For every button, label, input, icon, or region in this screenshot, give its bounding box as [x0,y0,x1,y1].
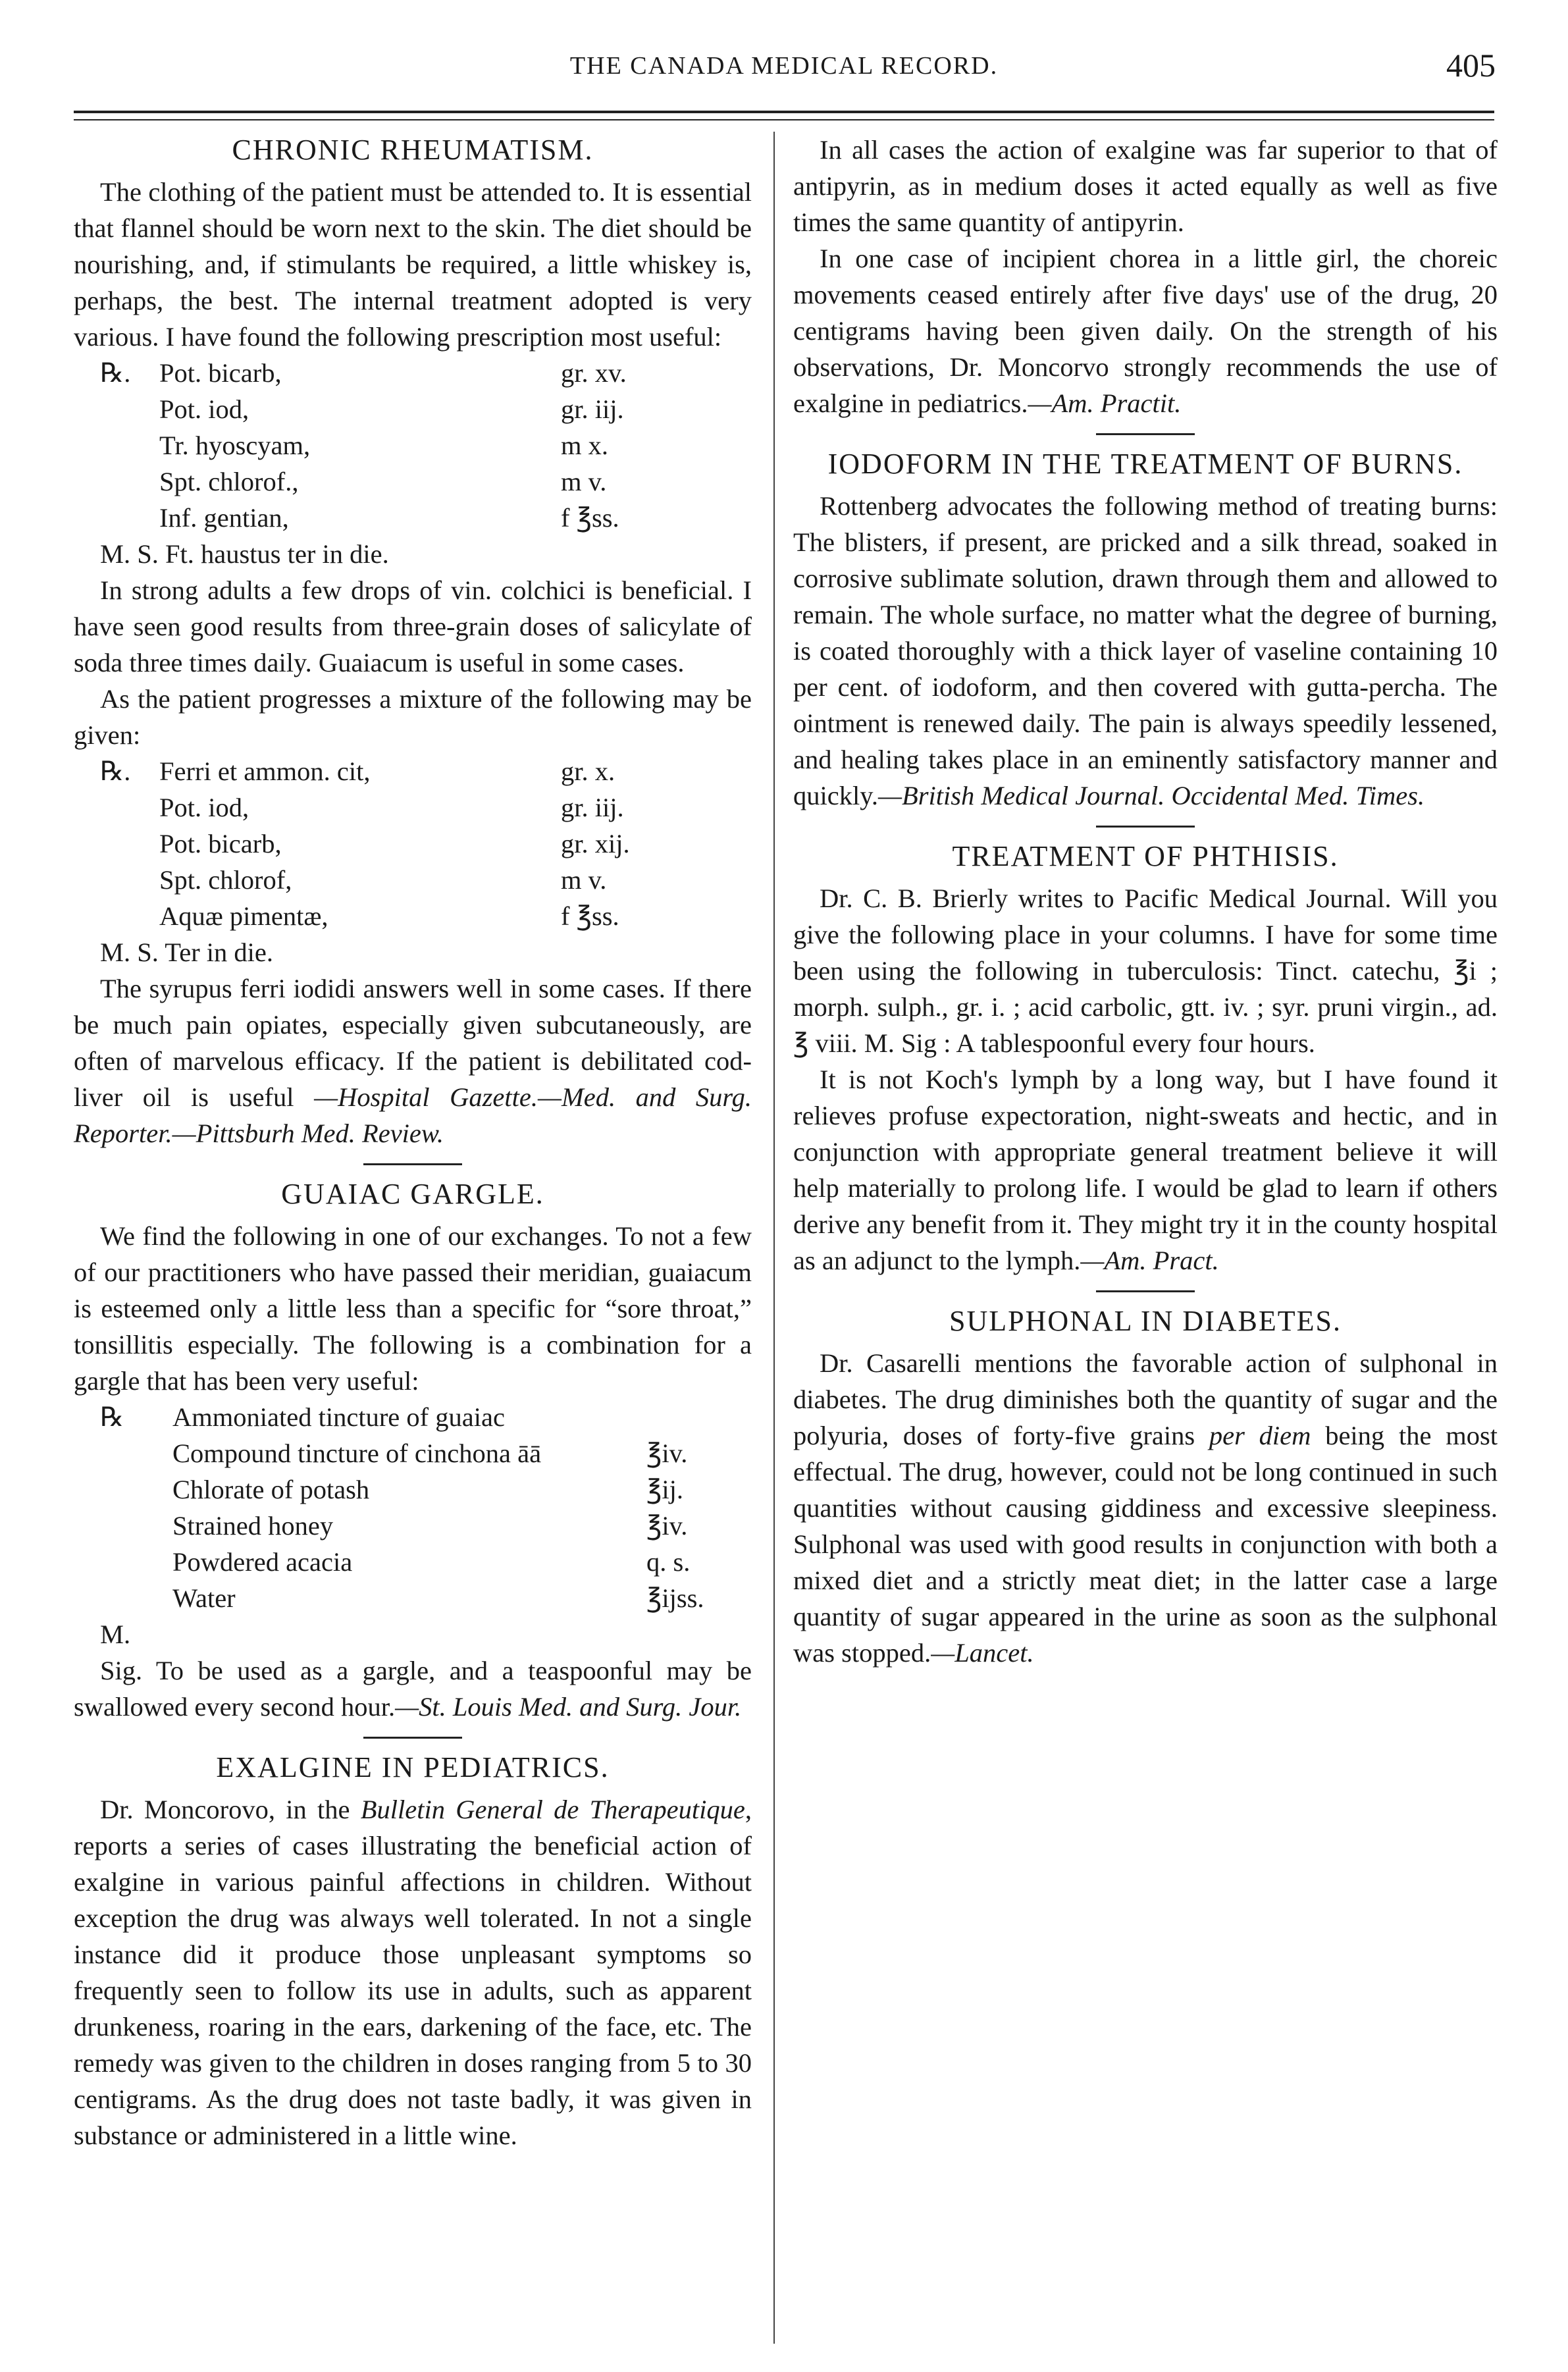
ingredient: Chlorate of potash [172,1475,370,1504]
source-citation: —Hospital Gazette.—Med. and Surg. Reporter.—Pittsburh Med. Review. [74,1082,752,1148]
article-heading: GUAIAC GARGLE. [281,1178,544,1210]
section-rule [1096,1290,1195,1292]
paragraph: As the patient progresses a mixture of the following may be given: [74,684,752,750]
paragraph [74,1791,752,2153]
section-rule [1096,433,1195,435]
paragraph-text: being the most effectual. The drug, however, could not be long continued in such quantities without causing giddiness and excessive sleepiness. Sulphonal was used with good results in conjunction with both a mixed diet and a strictly meat diet; in the latter case a large quantity of sugar appeared in the urine as soon as the sulphonal was stopped. [793,1421,1498,1668]
article-iodoform [793,446,1498,814]
ingredient: Pot. iod, [159,394,249,424]
paragraph: Dr. C. B. Brierly writes to Pacific Medical Journal. Will you give the following place in your columns. I have for some time been using the following in tuberculosis: Tinct. catechu, ℥i ; morph. sulph., gr. i. ; acid carbolic, gtt. iv. ; syr. pruni virgin., ad. ℥ viii. M. Sig : A tablespoonful every four hours. [793,883,1498,1058]
ingredient: Powdered acacia [172,1547,353,1577]
ingredient: Compound tincture of cinchona āā [172,1438,542,1468]
section-rule [363,1163,462,1165]
prescription [74,753,752,970]
dose: gr. x. [561,756,615,786]
prescription-line [74,826,752,862]
source-citation: —St. Louis Med. and Surg. Jour. [395,1692,742,1722]
paragraph: We find the following in one of our exchanges. To not a few of our practitioners who have passed their meridian, guaiacum is esteemed only a little less than a specific for “sore throat,” tonsillitis especially. The following is a combination for a gargle that has been very useful: [74,1221,752,1396]
dose: q. s. [646,1547,691,1577]
dose [646,1399,752,1435]
running-title: THE CANADA MEDICAL RECORD. [569,52,999,80]
prescription-directions: M. S. Ter in die. [100,937,274,967]
ingredient: Inf. gentian, [159,503,289,533]
dose: m v. [561,467,607,496]
prescription-line [74,500,752,536]
page-number: 405 [1446,47,1496,84]
article-chronic-rheumatism [74,132,752,1151]
paragraph [74,970,752,1151]
paragraph: In strong adults a few drops of vin. colchici is beneficial. I have seen good results from three-grain doses of salicylate of soda three times daily. Guaiacum is useful in some cases. [74,575,752,677]
header-rule [74,111,1494,120]
paragraph [793,1345,1498,1671]
paragraph-text: It is not Koch's lymph by a long way, but I have found it relieves profuse expectoration, night-sweats and hectic, and in conjunction with appropriate general treatment believe it will help materially to prolong life. I would be glad to learn if others derive any benefit from it. They might try it in the county hospital as an adjunct to the lymph. [793,1065,1498,1275]
prescription-line [74,898,752,934]
ingredient: Pot. bicarb, [159,829,282,858]
article-sulphonal [793,1303,1498,1671]
ingredient: Pot. iod, [159,793,249,822]
prescription-line [74,1399,752,1435]
paragraph-text: Dr. Moncorovo, in the [100,1795,361,1824]
prescription-line [74,355,752,391]
running-head [72,46,1496,86]
emphasis: per diem [1209,1421,1311,1450]
prescription-directions: M. S. Ft. haustus ter in die. [100,539,389,569]
source-citation: —Am. Pract. [1080,1246,1219,1275]
dose: ℥iv. [646,1438,688,1468]
paragraph [793,488,1498,814]
recipe-symbol: ℞. [100,358,131,388]
paragraph [793,240,1498,421]
ingredient: Water [172,1583,236,1613]
prescription-line [74,1544,752,1580]
paragraph-text: Rottenberg advocates the following method of treating burns: The blisters, if present, are pricked and a silk thread, soaked in corrosive sublimate solution, drawn through them and allowed to remain. The whole surface, no matter what the degree of burning, is coated thoroughly with a thick layer of vaseline containing 10 per cent. of iodoform, and then covered with gutta-percha. The ointment is renewed daily. The pain is always speedily lessened, and healing takes place in an eminently satisfactory manner and quickly. [793,491,1498,810]
ingredient: Ferri et ammon. cit, [159,756,371,786]
article-heading: TREATMENT OF PHTHISIS. [952,840,1339,872]
ingredient: Aquæ pimentæ, [159,901,328,931]
section-rule [363,1737,462,1739]
prescription [74,355,752,572]
source-citation: —Am. Practit. [1028,388,1182,418]
dose: m v. [561,865,607,895]
article-exalgine [74,1749,752,2153]
dose: f ℥ss. [561,901,619,931]
recipe-symbol: ℞ [100,1402,124,1432]
dose: gr. xij. [561,829,630,858]
article-heading: IODOFORM IN THE TREATMENT OF BURNS. [827,448,1463,480]
dose: ℥ijss. [646,1583,704,1613]
recipe-symbol: ℞. [100,756,131,786]
source-citation: —British Medical Journal. Occidental Med. Times. [877,781,1425,810]
prescription-line [74,1508,752,1544]
dose: ℥iv. [646,1511,688,1541]
article-phthisis [793,838,1498,1278]
article-guaiac-gargle [74,1176,752,1725]
paragraph [793,1061,1498,1278]
article-heading: SULPHONAL IN DIABETES. [949,1305,1342,1337]
paragraph-text: Dr. Casarelli mentions the favorable action of sulphonal in diabetes. The drug diminishes both the quantity of sugar and the polyuria, doses of forty-five grains [793,1348,1498,1450]
column-divider [773,132,775,2344]
article-exalgine-continued [793,132,1498,421]
right-column [793,132,1498,1671]
ingredient: Spt. chlorof., [159,467,299,496]
ingredient: Ammoniated tincture of guaiac [172,1402,505,1432]
prescription-line [74,753,752,789]
prescription-line [74,862,752,898]
prescription-line [74,1580,752,1616]
paragraph-text: , reports a series of cases illustrating the beneficial action of exalgine in various painful affections in children. Without exception the drug was always well tolerated. In not a single instance did it produce those unpleasant symptoms so frequently seen to follow its use in adults, such as apparent drunkeness, roaring in the ears, darkening of the face, etc. The remedy was given to the children in doses ranging from 5 to 30 centigrams. As the drug does not taste badly, it was given in substance or administered in a little wine. [74,1795,752,2150]
paragraph-text: The syrupus ferri iodidi answers well in some cases. If there be much pain opiates, especially given subcutaneously, are often of marvelous efficacy. If the patient is debilitated cod-liver oil is useful [74,974,752,1112]
ingredient: Tr. hyoscyam, [159,431,311,460]
prescription-line [74,1435,752,1471]
paragraph: In all cases the action of exalgine was far superior to that of antipyrin, as in medium doses it acted equally as well as five times the same quantity of antipyrin. [793,135,1498,237]
prescription-line [74,391,752,427]
prescription-mix: M. [100,1620,131,1649]
paragraph-text: In one case of incipient chorea in a little girl, the choreic movements ceased entirely after five days' use of the drug, 20 centigrams having been given daily. On the strength of his observations, Dr. Moncorvo strongly recommends the use of exalgine in pediatrics. [793,244,1498,418]
dose: f ℥ss. [561,503,619,533]
dose: ℥ij. [646,1475,684,1504]
dose: gr. xv. [561,358,627,388]
article-heading: EXALGINE IN PEDIATRICS. [216,1751,610,1783]
prescription-line [74,789,752,826]
journal-title: Bulletin General de Therapeutique [360,1795,745,1824]
dose: gr. iij. [561,793,624,822]
paragraph: The clothing of the patient must be attended to. It is essential that flannel should be worn next to the skin. The diet should be nourishing, and, if stimulants be required, a little whiskey is, perhaps, the best. The internal treatment adopted is very various. I have found the following prescription most useful: [74,177,752,352]
article-heading: CHRONIC RHEUMATISM. [232,134,594,166]
prescription-line [74,463,752,500]
section-rule [1096,826,1195,828]
paragraph [74,1652,752,1725]
dose: gr. iij. [561,394,624,424]
ingredient: Pot. bicarb, [159,358,282,388]
dose: m x. [561,431,609,460]
left-column [74,132,752,2153]
prescription-line [74,1471,752,1508]
prescription [74,1399,752,1652]
source-citation: —Lancet. [931,1638,1034,1668]
paragraph-text: Sig. To be used as a gargle, and a teaspoonful may be swallowed every second hour. [74,1656,752,1722]
ingredient: Strained honey [172,1511,334,1541]
prescription-line [74,427,752,463]
ingredient: Spt. chlorof, [159,865,292,895]
